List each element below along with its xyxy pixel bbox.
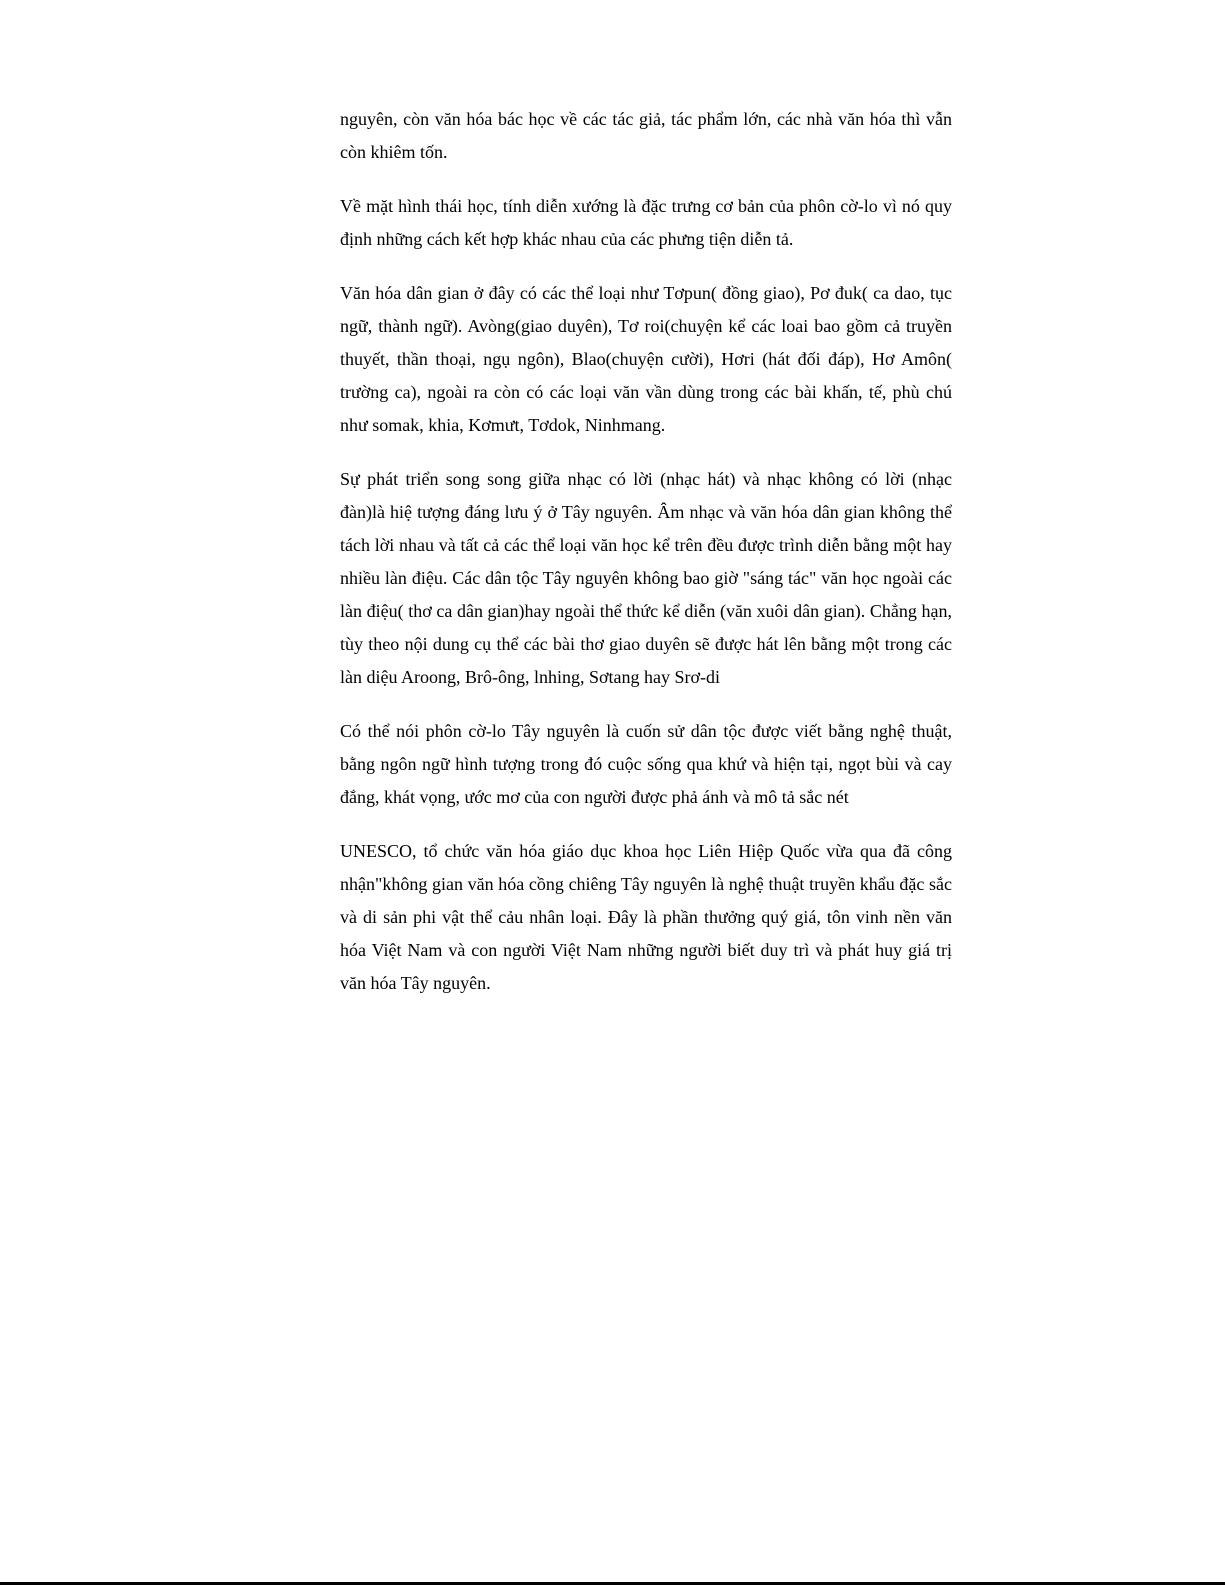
paragraph-1: nguyên, còn văn hóa bác học về các tác giả, tác phẩm lớn, các nhà văn hóa thì vẫn còn khiêm tốn. xyxy=(340,109,952,162)
paragraph-4: Sự phát triển song song giữa nhạc có lời (nhạc hát) và nhạc không có lời (nhạc đàn)là hiệ tượng đáng lưu ý ở Tây nguyên. Âm nhạc và văn hóa dân gian không thể tách lời nhau và tất cả các thể loại văn học kể trên đều được trình diễn bằng một hay nhiều làn điệu. Các dân tộc Tây nguyên không bao giờ "sáng tác" văn học ngoài các làn điệu( thơ ca dân gian)hay ngoài thể thức kể diễn (văn xuôi dân gian). Chẳng hạn, tùy theo nội dung cụ thể các bài thơ giao duyên sẽ được hát lên bằng một trong các làn diệu Aroong, Brô-ông, lnhing, Sơtang hay Srơ-di xyxy=(340,469,952,687)
paragraph-6: UNESCO, tổ chức văn hóa giáo dục khoa học Liên Hiệp Quốc vừa qua đã công nhận"không gian văn hóa cồng chiêng Tây nguyên là nghệ thuật truyền khẩu đặc sắc và di sản phi vật thể cảu nhân loại. Đây là phần thưởng quý giá, tôn vinh nền văn hóa Việt Nam và con người Việt Nam những người biết duy trì và phát huy giá trị văn hóa Tây nguyên. xyxy=(340,841,952,993)
body-text xyxy=(340,103,952,1021)
paragraph-5: Có thể nói phôn cờ-lo Tây nguyên là cuốn sử dân tộc được viết bằng nghệ thuật, bằng ngôn ngữ hình tượng trong đó cuộc sống qua khứ và hiện tại, ngọt bùi và cay đắng, khát vọng, ước mơ của con người được phả ánh và mô tả sắc nét xyxy=(340,721,952,807)
paragraph-2: Về mặt hình thái học, tính diễn xướng là đặc trưng cơ bản của phôn cờ-lo vì nó quy định những cách kết hợp khác nhau của các phưng tiện diễn tả. xyxy=(340,196,952,249)
paragraph-3: Văn hóa dân gian ở đây có các thể loại như Tơpun( đồng giao), Pơ đuk( ca dao, tục ngữ, thành ngữ). Avòng(giao duyên), Tơ roi(chuyện kể các loai bao gồm cả truyền thuyết, thần thoại, ngụ ngôn), Blao(chuyện cười), Hơri (hát đối đáp), Hơ Amôn( trường ca), ngoài ra còn có các loại văn vần dùng trong các bài khấn, tế, phù chú như somak, khia, Kơmưt, Tơdok, Ninhmang. xyxy=(340,283,952,435)
